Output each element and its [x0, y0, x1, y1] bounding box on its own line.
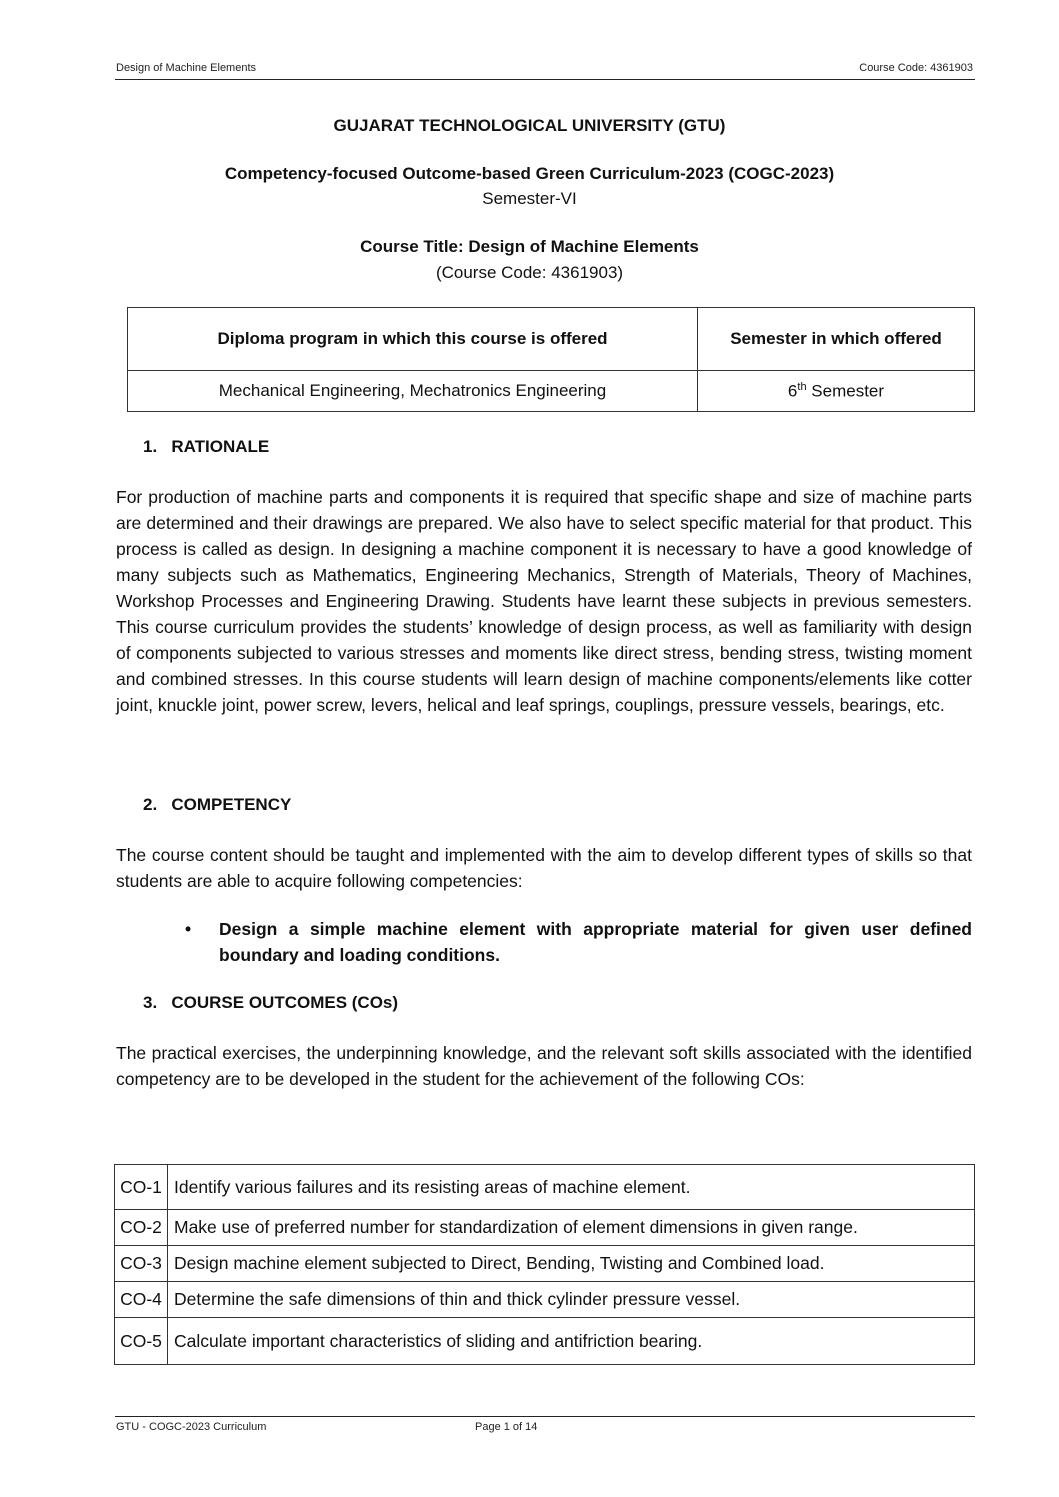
- program-cell: Mechanical Engineering, Mechatronics Engineering: [128, 371, 698, 412]
- program-table-row: [128, 371, 975, 412]
- co-id: CO-4: [115, 1282, 168, 1318]
- course-outcomes-table: [114, 1164, 975, 1365]
- section-heading-competency: 2. COMPETENCY: [143, 795, 292, 814]
- co-id: CO-3: [115, 1246, 168, 1282]
- table-row: [115, 1318, 975, 1365]
- curriculum-title: Competency-focused Outcome-based Green Curriculum-2023 (COGC-2023): [224, 164, 835, 183]
- table-row: [115, 1165, 975, 1210]
- header-course-name: Design of Machine Elements: [116, 62, 257, 74]
- program-header-cell: Diploma program in which this course is offered: [128, 308, 698, 371]
- page-number: Page 1 of 14: [475, 1421, 538, 1433]
- table-row: [115, 1210, 975, 1246]
- footer-divider: [115, 1416, 975, 1417]
- semester-header-cell: Semester in which offered: [698, 308, 975, 371]
- footer-curriculum: GTU - COGC-2023 Curriculum: [116, 1421, 267, 1433]
- semester-cell: 6th Semester: [698, 371, 975, 412]
- co-id: CO-5: [115, 1318, 168, 1365]
- co-id: CO-2: [115, 1210, 168, 1246]
- semester-label: Semester-VI: [482, 189, 577, 208]
- co-id: CO-1: [115, 1165, 168, 1210]
- co-text: Calculate important characteristics of sliding and antifriction bearing.: [168, 1318, 975, 1365]
- header-course-code: Course Code: 4361903: [859, 62, 973, 74]
- section-heading-course-outcomes: 3. COURSE OUTCOMES (COs): [143, 993, 399, 1012]
- co-text: Make use of preferred number for standardization of element dimensions in given range.: [168, 1210, 975, 1246]
- bullet-icon: •: [185, 919, 192, 939]
- co-text: Determine the safe dimensions of thin and thick cylinder pressure vessel.: [168, 1282, 975, 1318]
- competency-paragraph: The course content should be taught and implemented with the aim to develop different types of skills so that students are able to acquire following competencies:: [116, 845, 972, 891]
- program-table: [127, 307, 975, 412]
- competency-bullet: • Design a simple machine element with appropriate material for given user defined boundary and loading conditions.: [185, 916, 972, 968]
- section-heading-rationale: 1. RATIONALE: [143, 437, 270, 456]
- course-outcomes-paragraph: The practical exercises, the underpinning knowledge, and the relevant soft skills associated with the identified competency are to be developed in the student for the achievement of the following COs:: [116, 1043, 972, 1089]
- rationale-paragraph: For production of machine parts and components it is required that specific shape and size of machine parts are determined and their drawings are prepared. We also have to select specific material for that product. This process is called as design. In designing a machine component it is necessary to have a good knowledge of many subjects such as Mathematics, Engineering Mechanics, Strength of Materials, Theory of Machines, Workshop Processes and Engineering Drawing. Students have learnt these subjects in previous semesters. This course curriculum provides the students’ knowledge of design process, as well as familiarity with design of components subjected to various stresses and moments like direct stress, bending stress, twisting moment and combined stresses. In this course students will learn design of machine components/elements like cotter joint, knuckle joint, power screw, levers, helical and leaf springs, couplings, pressure vessels, bearings, etc.: [116, 487, 972, 715]
- program-table-header: [128, 308, 975, 371]
- co-text: Design machine element subjected to Direct, Bending, Twisting and Combined load.: [168, 1246, 975, 1282]
- course-title: Course Title: Design of Machine Elements: [360, 237, 699, 256]
- course-code: (Course Code: 4361903): [435, 263, 624, 282]
- university-title: GUJARAT TECHNOLOGICAL UNIVERSITY (GTU): [333, 116, 726, 135]
- table-row: [115, 1282, 975, 1318]
- header-divider: [115, 79, 975, 80]
- table-row: [115, 1246, 975, 1282]
- co-text: Identify various failures and its resisting areas of machine element.: [168, 1165, 975, 1210]
